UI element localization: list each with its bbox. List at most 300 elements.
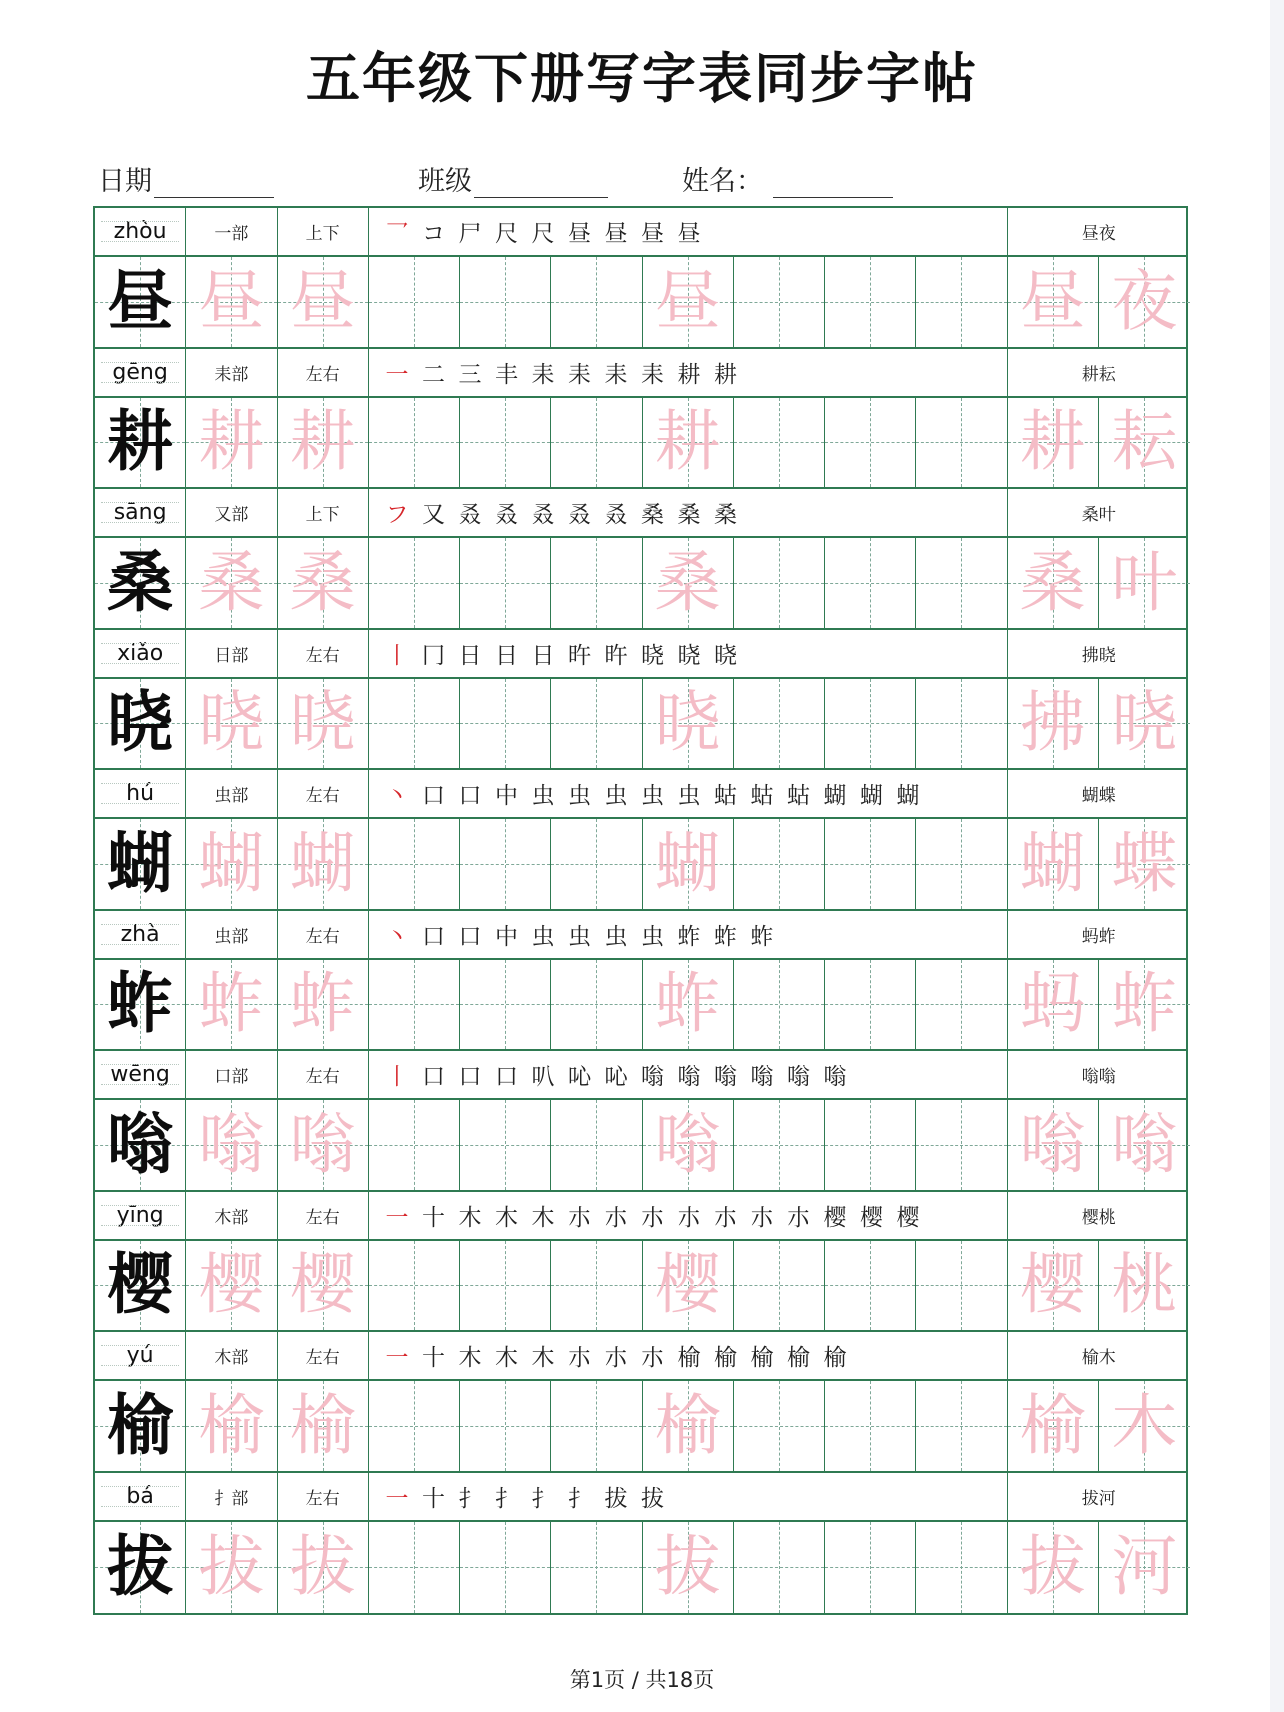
writing-cell[interactable]: [1008, 398, 1099, 488]
trace-character: 桑: [1019, 543, 1086, 621]
trace-character: 夜: [1111, 262, 1178, 340]
stroke-step: 桑: [641, 502, 664, 528]
structure: 左右: [278, 770, 369, 817]
stroke-step: 吣: [568, 1064, 591, 1090]
stroke-step: 叒: [568, 502, 591, 528]
stroke-step: 虫: [604, 783, 628, 809]
writing-cell[interactable]: [825, 679, 916, 769]
trace-character: 榆: [198, 1386, 265, 1464]
writing-cell[interactable]: [734, 1381, 825, 1471]
writing-cell[interactable]: [916, 1522, 1007, 1614]
model-character-cell: [95, 1381, 186, 1471]
trace-character: 樱: [198, 1246, 265, 1324]
pinyin: [95, 1332, 186, 1379]
radical: 耒部: [186, 349, 277, 396]
writing-cell[interactable]: [551, 1522, 642, 1614]
stroke-step: 榆: [677, 1345, 701, 1371]
trace-character: 蝴: [198, 824, 265, 902]
stroke-step: 拔: [604, 1485, 628, 1512]
radical: 虫部: [186, 770, 277, 817]
trace-character: 昼: [654, 262, 721, 340]
writing-cell[interactable]: [460, 1522, 551, 1614]
writing-cell[interactable]: [1008, 1522, 1099, 1614]
info-row: [95, 1192, 1186, 1241]
writing-cell[interactable]: [1099, 1241, 1190, 1331]
stroke-step: 耒: [531, 361, 555, 388]
writing-cell[interactable]: [825, 1381, 916, 1471]
structure: 左右: [278, 1051, 369, 1098]
writing-cell[interactable]: [278, 257, 369, 347]
stroke-step: 晓: [641, 642, 664, 669]
writing-cell[interactable]: [916, 398, 1007, 488]
pinyin-text: xiǎo: [117, 640, 164, 666]
trace-character: 桑: [654, 543, 721, 621]
writing-cell[interactable]: [460, 1381, 551, 1471]
stroke-step: 一: [385, 1204, 409, 1231]
model-character-cell: [95, 538, 186, 628]
pinyin-text: sāng: [113, 500, 167, 525]
writing-cell[interactable]: [1008, 679, 1099, 769]
pinyin-text: yīng: [116, 1202, 164, 1228]
class-field[interactable]: [418, 154, 608, 198]
info-row: [95, 630, 1186, 679]
writing-cell[interactable]: [460, 679, 551, 769]
writing-cell[interactable]: [916, 1241, 1007, 1331]
writing-cell[interactable]: [369, 538, 460, 628]
model-character: 蚱: [107, 965, 174, 1043]
structure: 上下: [278, 489, 369, 536]
trace-character: 耕: [198, 403, 265, 481]
writing-cell[interactable]: [186, 1241, 277, 1331]
writing-cell[interactable]: [916, 960, 1007, 1050]
writing-cell[interactable]: [551, 538, 642, 628]
stroke-step: 朩: [750, 1204, 774, 1231]
writing-cell[interactable]: [825, 1522, 916, 1614]
stroke-step: 榆: [714, 1345, 737, 1371]
writing-cell[interactable]: [278, 960, 369, 1050]
structure: 上下: [278, 208, 369, 255]
trace-character: 晓: [654, 684, 721, 762]
writing-cell[interactable]: [734, 819, 825, 909]
writing-cell[interactable]: [186, 1381, 277, 1471]
writing-cell[interactable]: [1099, 538, 1190, 628]
stroke-step: 樱: [860, 1204, 883, 1231]
stroke-step: 扌: [495, 1485, 518, 1512]
writing-cell[interactable]: [186, 679, 277, 769]
model-character-cell: [95, 1100, 186, 1190]
writing-cell[interactable]: [1099, 398, 1190, 488]
stroke-step: 虫: [677, 783, 701, 809]
stroke-step: 叒: [531, 502, 555, 528]
writing-cell[interactable]: [186, 960, 277, 1050]
trace-character: 榆: [1019, 1386, 1086, 1464]
writing-cell[interactable]: [643, 1522, 734, 1614]
example-word: 榆木: [1081, 1348, 1116, 1368]
practice-grid: [93, 206, 1188, 1615]
writing-cell[interactable]: [369, 819, 460, 909]
writing-cell[interactable]: [643, 257, 734, 347]
stroke-order: [369, 489, 1008, 536]
writing-cell[interactable]: [916, 679, 1007, 769]
model-character-cell: [95, 960, 186, 1050]
trace-character: 桃: [1111, 1246, 1178, 1324]
trace-character: 桑: [198, 543, 265, 621]
stroke-step: 口: [422, 923, 445, 950]
writing-cell[interactable]: [1008, 960, 1099, 1050]
stroke-step: 虫: [568, 783, 591, 809]
stroke-step: 榆: [823, 1345, 847, 1371]
writing-cell[interactable]: [734, 679, 825, 769]
writing-cell[interactable]: [278, 1381, 369, 1471]
pinyin-text: bá: [126, 1483, 154, 1509]
stroke-step: 尸: [458, 221, 482, 247]
writing-cell[interactable]: [551, 1381, 642, 1471]
stroke-step: 扌: [568, 1485, 591, 1512]
radical: 扌部: [186, 1473, 277, 1520]
writing-cell[interactable]: [734, 257, 825, 347]
writing-cell[interactable]: [460, 538, 551, 628]
trace-character: 昼: [289, 262, 356, 340]
writing-cell[interactable]: [278, 398, 369, 488]
character-block: [95, 489, 1186, 630]
trace-character: 晓: [1111, 684, 1178, 762]
stroke-step: 尺: [495, 221, 518, 247]
writing-cell[interactable]: [551, 1100, 642, 1190]
pinyin: [95, 1473, 186, 1520]
writing-cell[interactable]: [369, 1100, 460, 1190]
model-character: 榆: [107, 1386, 174, 1464]
writing-cell[interactable]: [278, 819, 369, 909]
writing-cell[interactable]: [643, 960, 734, 1050]
stroke-step: 丨: [385, 1064, 409, 1090]
model-character: 昼: [107, 262, 174, 340]
trace-character: 拔: [654, 1528, 721, 1606]
stroke-step: 十: [422, 1204, 445, 1231]
trace-character: 蚱: [654, 965, 721, 1043]
writing-cell[interactable]: [916, 538, 1007, 628]
writing-cell[interactable]: [825, 960, 916, 1050]
writing-cell[interactable]: [1008, 538, 1099, 628]
writing-cell[interactable]: [1099, 960, 1190, 1050]
practice-row: [95, 1381, 1186, 1473]
stroke-step: 朩: [787, 1204, 810, 1231]
practice-row: [95, 398, 1186, 490]
writing-cell[interactable]: [643, 538, 734, 628]
writing-cell[interactable]: [369, 1381, 460, 1471]
name-blank-line[interactable]: [773, 167, 893, 198]
writing-cell[interactable]: [369, 1241, 460, 1331]
writing-cell[interactable]: [734, 960, 825, 1050]
pinyin-text: wēng: [110, 1062, 170, 1087]
practice-row: [95, 679, 1186, 771]
practice-row: [95, 1241, 1186, 1333]
writing-cell[interactable]: [369, 398, 460, 488]
practice-row: [95, 538, 1186, 630]
stroke-step: 耕: [714, 361, 737, 388]
writing-cell[interactable]: [916, 1381, 1007, 1471]
character-block: [95, 1332, 1186, 1473]
stroke-step: 樱: [896, 1204, 920, 1231]
writing-cell[interactable]: [460, 1100, 551, 1190]
stroke-step: 拔: [641, 1485, 664, 1512]
writing-cell[interactable]: [278, 1241, 369, 1331]
date-field[interactable]: [98, 154, 274, 198]
stroke-order: [369, 1473, 1008, 1520]
stroke-step: 昼: [641, 221, 664, 247]
trace-character: 蝴: [289, 824, 356, 902]
trace-character: 拔: [1019, 1528, 1086, 1606]
stroke-step: 乛: [385, 221, 409, 247]
stroke-step: 嗡: [823, 1064, 847, 1090]
pinyin: [95, 1192, 186, 1239]
trace-character: 蝴: [654, 824, 721, 902]
writing-cell[interactable]: [1008, 819, 1099, 909]
stroke-step: フ: [385, 502, 409, 528]
writing-cell[interactable]: [460, 819, 551, 909]
writing-cell[interactable]: [825, 257, 916, 347]
radical: 木部: [186, 1332, 277, 1379]
stroke-step: 蚱: [714, 923, 737, 950]
writing-cell[interactable]: [1099, 1381, 1190, 1471]
stroke-step: 木: [458, 1204, 482, 1231]
info-row: [95, 911, 1186, 960]
trace-character: 桑: [289, 543, 356, 621]
writing-cell[interactable]: [1099, 819, 1190, 909]
stroke-step: 蝴: [860, 783, 883, 809]
writing-cell[interactable]: [278, 538, 369, 628]
stroke-step: 扌: [531, 1485, 555, 1512]
stroke-order: [369, 349, 1008, 396]
character-block: [95, 1192, 1186, 1333]
name-field[interactable]: [682, 154, 893, 198]
stroke-order: [369, 911, 1008, 958]
writing-cell[interactable]: [278, 1522, 369, 1614]
trace-character: 榆: [289, 1386, 356, 1464]
writing-cell[interactable]: [643, 679, 734, 769]
pinyin-text: zhà: [120, 921, 160, 947]
stroke-step: 蛄: [750, 783, 774, 809]
stroke-step: 木: [495, 1204, 518, 1231]
pinyin: [95, 1051, 186, 1098]
trace-character: 耕: [1019, 403, 1086, 481]
writing-cell[interactable]: [278, 1100, 369, 1190]
radical: 一部: [186, 208, 277, 255]
radical: 日部: [186, 630, 277, 677]
character-block: [95, 1051, 1186, 1192]
stroke-step: 口: [458, 1064, 482, 1090]
writing-cell[interactable]: [643, 1381, 734, 1471]
stroke-step: 蛄: [714, 783, 737, 809]
model-character: 耕: [107, 403, 174, 481]
stroke-step: 日: [495, 642, 518, 669]
model-character: 晓: [107, 684, 174, 762]
writing-cell[interactable]: [1099, 1522, 1190, 1614]
writing-cell[interactable]: [369, 1522, 460, 1614]
model-character: 拔: [107, 1528, 174, 1606]
pinyin: [95, 630, 186, 677]
character-block: [95, 208, 1186, 349]
stroke-step: 嗡: [714, 1064, 737, 1090]
writing-cell[interactable]: [734, 398, 825, 488]
stroke-step: 三: [458, 361, 482, 388]
date-blank-line[interactable]: [154, 167, 274, 198]
stroke-step: 一: [385, 361, 409, 388]
structure: 左右: [278, 630, 369, 677]
writing-cell[interactable]: [643, 1100, 734, 1190]
stroke-step: 口: [458, 923, 482, 950]
writing-cell[interactable]: [460, 960, 551, 1050]
writing-cell[interactable]: [460, 398, 551, 488]
trace-character: 拂: [1019, 684, 1086, 762]
stroke-step: 桑: [677, 502, 701, 528]
writing-cell[interactable]: [643, 398, 734, 488]
character-block: [95, 770, 1186, 911]
stroke-step: 丰: [495, 361, 518, 388]
stroke-step: 虫: [641, 783, 664, 809]
trace-character: 叶: [1111, 543, 1178, 621]
model-character-cell: [95, 1522, 186, 1614]
trace-character: 晓: [198, 684, 265, 762]
writing-cell[interactable]: [186, 398, 277, 488]
writing-cell[interactable]: [551, 1241, 642, 1331]
writing-cell[interactable]: [551, 819, 642, 909]
trace-character: 耕: [654, 403, 721, 481]
writing-cell[interactable]: [825, 538, 916, 628]
character-block: [95, 1473, 1186, 1614]
writing-cell[interactable]: [825, 398, 916, 488]
writing-cell[interactable]: [1008, 257, 1099, 347]
writing-cell[interactable]: [916, 257, 1007, 347]
stroke-step: 蛄: [787, 783, 810, 809]
writing-cell[interactable]: [1099, 1100, 1190, 1190]
model-character: 桑: [107, 543, 174, 621]
radical: 木部: [186, 1192, 277, 1239]
stroke-step: 朩: [568, 1345, 591, 1371]
writing-cell[interactable]: [186, 1522, 277, 1614]
stroke-step: 日: [458, 642, 482, 669]
stroke-step: 虫: [604, 923, 628, 950]
example-word: 拂晓: [1081, 645, 1116, 666]
writing-cell[interactable]: [369, 960, 460, 1050]
writing-cell[interactable]: [551, 257, 642, 347]
writing-cell[interactable]: [460, 1241, 551, 1331]
writing-cell[interactable]: [734, 1522, 825, 1614]
page-indicator: 第1页 / 共18页: [569, 1668, 715, 1692]
stroke-step: 虫: [531, 923, 555, 950]
page-title: 五年级下册写字表同步字帖: [306, 47, 978, 110]
writing-cell[interactable]: [186, 819, 277, 909]
writing-cell[interactable]: [916, 819, 1007, 909]
stroke-step: 蝴: [896, 783, 920, 809]
practice-row: [95, 1100, 1186, 1192]
writing-cell[interactable]: [1008, 1241, 1099, 1331]
writing-cell[interactable]: [643, 1241, 734, 1331]
writing-cell[interactable]: [1099, 679, 1190, 769]
model-character: 嗡: [107, 1105, 174, 1183]
trace-character: 昼: [198, 262, 265, 340]
writing-cell[interactable]: [734, 1100, 825, 1190]
stroke-step: 叒: [458, 502, 482, 528]
writing-cell[interactable]: [1099, 257, 1190, 347]
character-block: [95, 630, 1186, 771]
name-label: 姓名：: [682, 166, 763, 197]
model-character-cell: [95, 398, 186, 488]
stroke-step: 蚱: [677, 923, 701, 950]
stroke-step: 虫: [531, 783, 555, 809]
writing-cell[interactable]: [369, 257, 460, 347]
stroke-step: 朩: [604, 1345, 628, 1371]
stroke-step: 二: [422, 361, 445, 388]
example-word: 嗡嗡: [1081, 1067, 1116, 1087]
stroke-step: 榆: [787, 1345, 810, 1371]
writing-cell[interactable]: [916, 1100, 1007, 1190]
stroke-step: 旿: [604, 642, 628, 669]
writing-cell[interactable]: [278, 679, 369, 769]
writing-cell[interactable]: [825, 1241, 916, 1331]
info-row: [95, 208, 1186, 257]
stroke-step: 嗡: [787, 1064, 810, 1090]
model-character: 樱: [107, 1246, 174, 1324]
writing-cell[interactable]: [1008, 1100, 1099, 1190]
class-blank-line[interactable]: [474, 167, 608, 198]
writing-cell[interactable]: [825, 1100, 916, 1190]
info-row: [95, 770, 1186, 819]
trace-character: 拔: [289, 1528, 356, 1606]
radical: 口部: [186, 1051, 277, 1098]
trace-character: 樱: [1019, 1246, 1086, 1324]
writing-cell[interactable]: [1008, 1381, 1099, 1471]
writing-cell[interactable]: [186, 257, 277, 347]
pinyin: [95, 208, 186, 255]
stroke-step: 耒: [641, 361, 664, 388]
pinyin: [95, 349, 186, 396]
structure: 左右: [278, 911, 369, 958]
stroke-order: [369, 630, 1008, 677]
writing-cell[interactable]: [643, 819, 734, 909]
writing-cell[interactable]: [734, 538, 825, 628]
writing-cell[interactable]: [734, 1241, 825, 1331]
info-row: [95, 489, 1186, 538]
stroke-step: 朩: [714, 1204, 737, 1231]
info-row: [95, 1473, 1186, 1522]
pinyin: [95, 770, 186, 817]
writing-cell[interactable]: [551, 398, 642, 488]
pinyin-text: gēng: [112, 359, 168, 385]
stroke-step: 木: [458, 1345, 482, 1371]
writing-cell[interactable]: [186, 1100, 277, 1190]
stroke-step: コ: [422, 221, 445, 247]
model-character-cell: [95, 1241, 186, 1331]
writing-cell[interactable]: [186, 538, 277, 628]
trace-character: 蚂: [1019, 965, 1086, 1043]
trace-character: 河: [1111, 1528, 1178, 1606]
stroke-step: 樱: [823, 1204, 847, 1231]
stroke-order: [369, 1192, 1008, 1239]
character-block: [95, 349, 1186, 490]
stroke-step: 榆: [750, 1345, 774, 1371]
stroke-step: 嗡: [641, 1064, 664, 1090]
writing-cell[interactable]: [825, 819, 916, 909]
writing-cell[interactable]: [369, 679, 460, 769]
example-word: 樱桃: [1081, 1207, 1116, 1228]
writing-cell[interactable]: [551, 960, 642, 1050]
structure: 左右: [278, 1332, 369, 1379]
stroke-step: 晓: [677, 642, 701, 669]
stroke-step: 扌: [458, 1485, 482, 1512]
writing-cell[interactable]: [551, 679, 642, 769]
stroke-order: [369, 1332, 1008, 1379]
writing-cell[interactable]: [460, 257, 551, 347]
